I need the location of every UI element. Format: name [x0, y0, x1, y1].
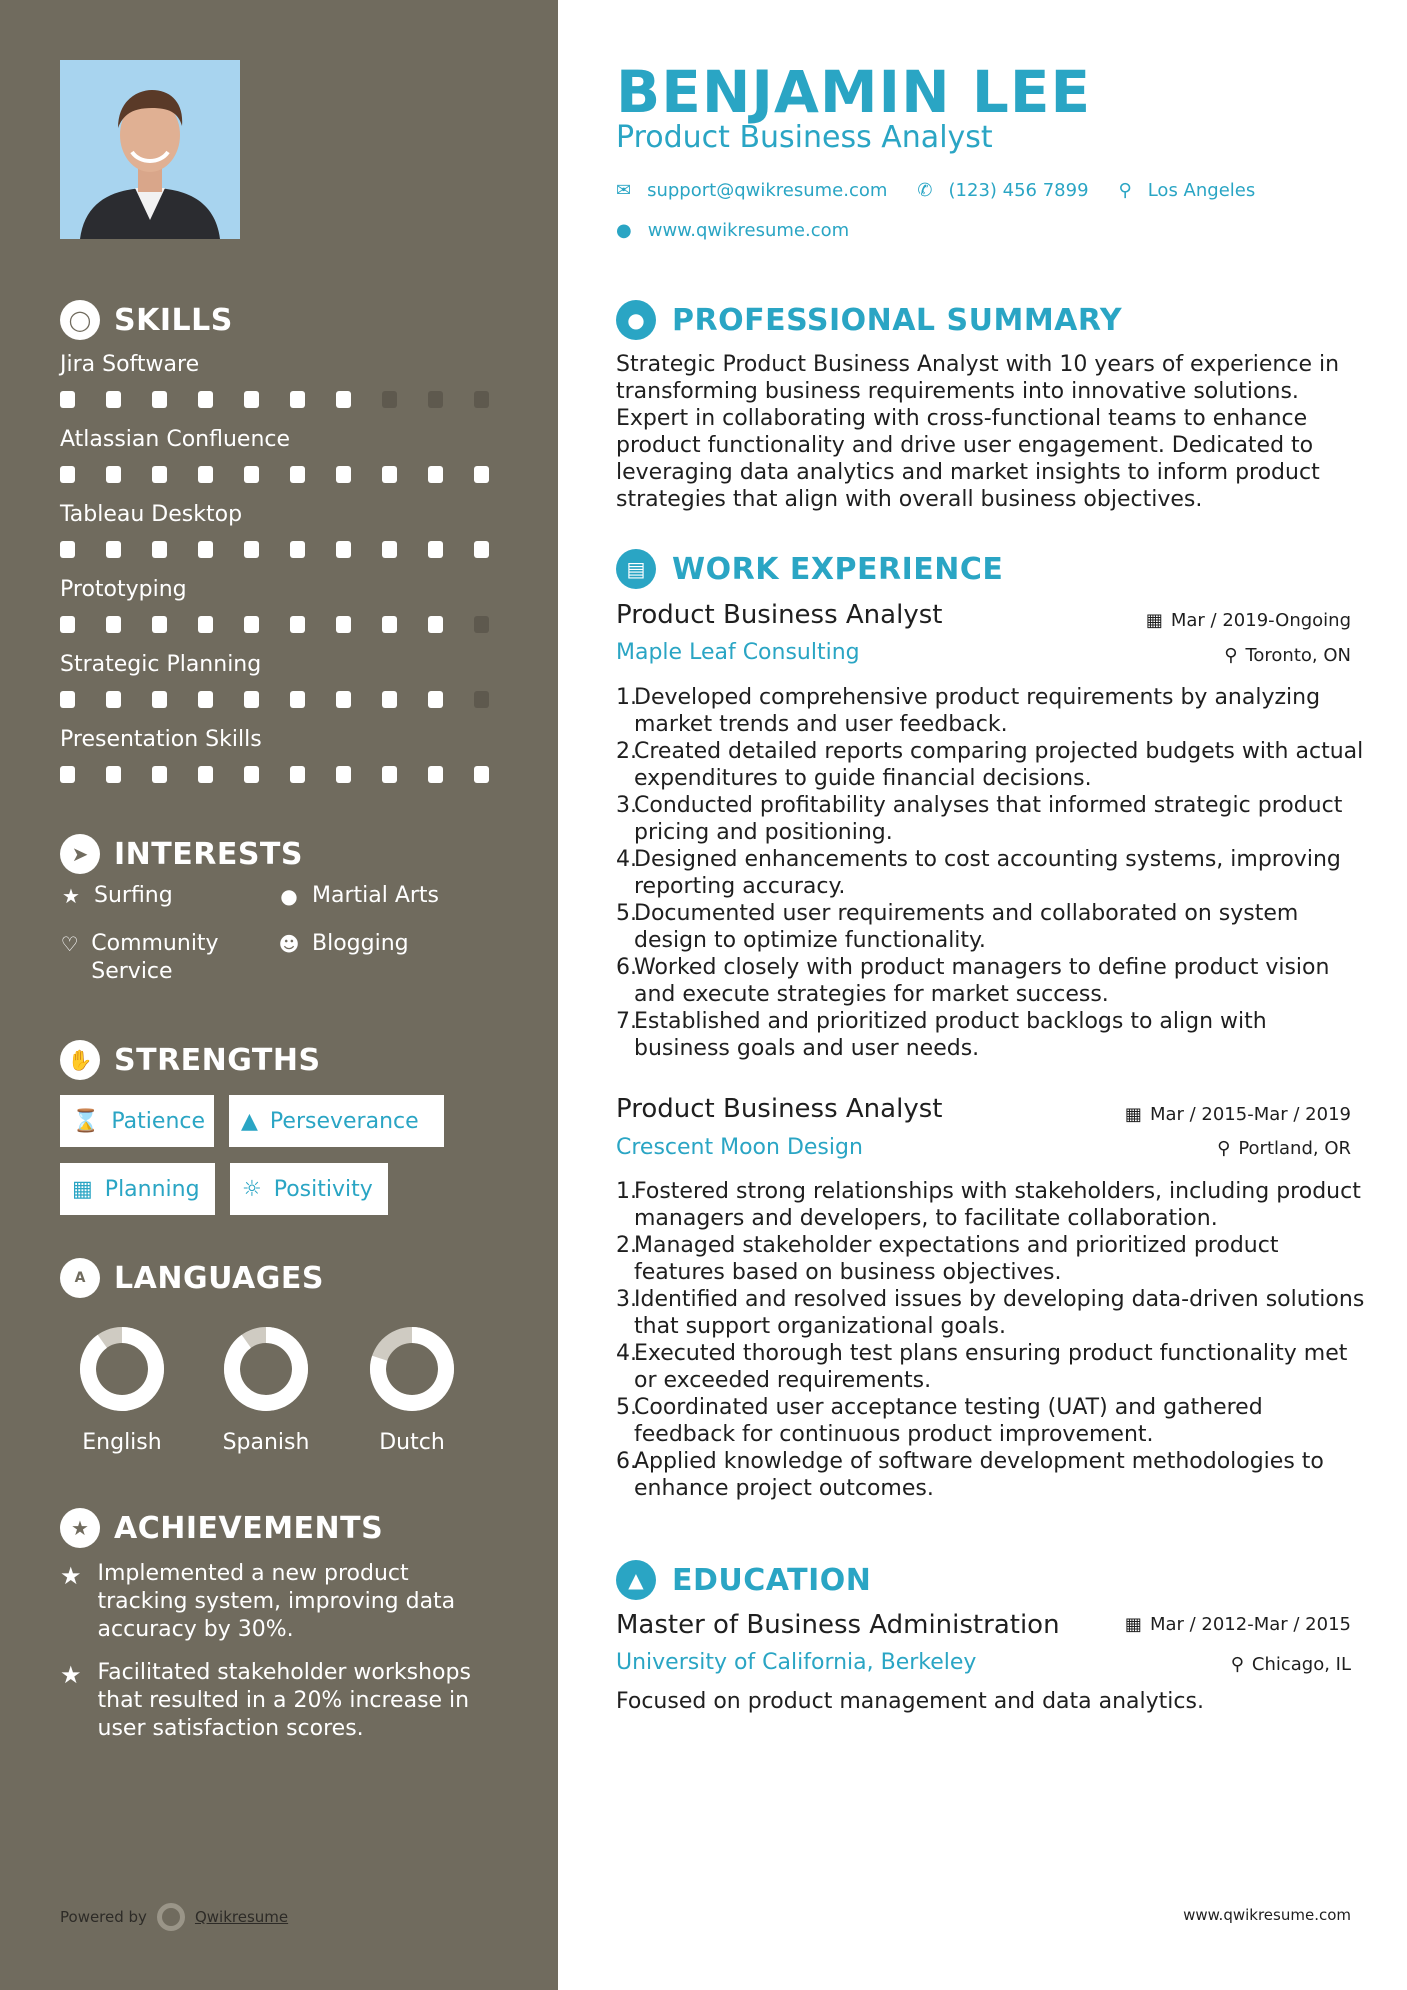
interest-item: ♡ Community Service — [60, 931, 219, 984]
duty-item — [616, 1340, 1366, 1394]
school-name: University of California, Berkeley — [616, 1650, 977, 1675]
duty-text: Conducted profitability analyses that informed strategic product pricing and positioning. — [634, 793, 1343, 845]
language-label: English — [82, 1430, 162, 1455]
phone-number: (123) 456 7899 — [948, 180, 1089, 201]
rating-dot-filled — [382, 541, 397, 558]
summary-heading: ● PROFESSIONAL SUMMARY — [616, 300, 1122, 340]
rating-dot-empty — [474, 391, 489, 408]
strength-chip: ▦ Planning — [60, 1163, 215, 1215]
duty-number: 5. — [616, 901, 637, 926]
language-ring — [78, 1325, 166, 1413]
job-location: ⚲ Portland, OR — [1217, 1138, 1351, 1159]
skill-name: Prototyping — [60, 577, 187, 602]
skill-rating — [60, 391, 489, 408]
duty-item — [616, 1448, 1366, 1502]
rating-dot-filled — [290, 616, 305, 633]
rating-dot-filled — [198, 616, 213, 633]
rating-dot-empty — [474, 691, 489, 708]
skills-heading: ◯ SKILLS — [60, 300, 233, 340]
rating-dot-filled — [152, 766, 167, 783]
language-ring — [368, 1325, 456, 1413]
language-ring — [222, 1325, 310, 1413]
road-icon: ▲ — [241, 1108, 258, 1134]
rating-dot-empty — [428, 391, 443, 408]
rating-dot-filled — [198, 691, 213, 708]
interest-item: ● Martial Arts — [278, 882, 439, 910]
rating-dot-filled — [60, 766, 75, 783]
rating-dot-filled — [244, 766, 259, 783]
rating-dot-filled — [382, 766, 397, 783]
education-location: ⚲ Chicago, IL — [1230, 1654, 1351, 1675]
rating-dot-filled — [290, 541, 305, 558]
duty-text: Executed thorough test plans ensuring product functionality met or exceeded requirements. — [634, 1341, 1348, 1393]
duty-number: 4. — [616, 1341, 637, 1366]
rating-dot-filled — [336, 541, 351, 558]
skill-rating — [60, 541, 489, 558]
company-name: Crescent Moon Design — [616, 1135, 863, 1160]
rating-dot-filled — [106, 466, 121, 483]
rating-dot-filled — [152, 466, 167, 483]
job-location: ⚲ Toronto, ON — [1224, 645, 1351, 666]
skill-name: Strategic Planning — [60, 652, 262, 677]
strength-chip: ▲ Perseverance — [229, 1095, 444, 1147]
duty-number: 4. — [616, 847, 637, 872]
skill-name: Tableau Desktop — [60, 502, 243, 527]
rating-dot-filled — [60, 541, 75, 558]
duty-text: Coordinated user acceptance testing (UAT) and gathered feedback for continuous product improvement. — [634, 1395, 1263, 1447]
duty-text: Created detailed reports comparing projected budgets with actual expenditures to guide financial decisions. — [634, 739, 1364, 791]
star-icon: ★ — [62, 884, 80, 908]
rating-dot-filled — [336, 691, 351, 708]
website-link[interactable]: www.qwikresume.com — [647, 220, 850, 241]
degree: Master of Business Administration — [616, 1610, 1060, 1640]
duty-item — [616, 1178, 1366, 1232]
rating-dot-filled — [106, 391, 121, 408]
job-date: ▦ Mar / 2015-Mar / 2019 — [1124, 1104, 1351, 1125]
rating-dot-filled — [474, 541, 489, 558]
qwikresume-logo-icon — [157, 1903, 185, 1931]
rating-dot-filled — [198, 766, 213, 783]
phone-icon: ✆ — [917, 180, 933, 201]
duty-number: 5. — [616, 1395, 637, 1420]
duty-item — [616, 738, 1366, 792]
education-date: ▦ Mar / 2012-Mar / 2015 — [1124, 1614, 1351, 1635]
strength-chip: ☼ Positivity — [230, 1163, 388, 1215]
trophy-star-icon: ★ — [60, 1508, 100, 1548]
duty-text: Established and prioritized product backlogs to align with business goals and user needs. — [634, 1009, 1267, 1061]
achievements-heading: ★ ACHIEVEMENTS — [60, 1508, 383, 1548]
language-label: Spanish — [222, 1430, 310, 1455]
language-icon: A — [60, 1258, 100, 1298]
duty-text: Worked closely with product managers to define product vision and execute strategies for market success. — [634, 955, 1330, 1007]
duty-number: 6. — [616, 1449, 637, 1474]
rating-dot-filled — [428, 766, 443, 783]
skill-rating — [60, 691, 489, 708]
duty-item — [616, 846, 1366, 900]
rating-dot-filled — [382, 466, 397, 483]
rating-dot-filled — [60, 466, 75, 483]
skill-name: Atlassian Confluence — [60, 427, 291, 452]
pin-icon: ⚲ — [1224, 645, 1238, 666]
profile-photo — [60, 60, 240, 239]
rating-dot-filled — [60, 391, 75, 408]
star-icon: ★ — [60, 1562, 82, 1590]
calendar-icon: ▦ — [1124, 1614, 1142, 1635]
rating-dot-filled — [428, 541, 443, 558]
rating-dot-filled — [290, 691, 305, 708]
globe-icon: ● — [280, 884, 298, 908]
website-row — [616, 220, 849, 241]
rating-dot-filled — [382, 616, 397, 633]
duty-text: Designed enhancements to cost accounting systems, improving reporting accuracy. — [634, 847, 1341, 899]
interests-heading: ➤ INTERESTS — [60, 834, 303, 874]
rating-dot-filled — [428, 466, 443, 483]
globe-icon: ● — [616, 220, 632, 241]
summary-text: Strategic Product Business Analyst with 10 years of experience in transforming business requirements into innovative solutions. Expert in collaborating with cross-functional teams to enhance product functionality and drive user engagement. Dedicated to leveraging data analytics and market insights to inform product strategies that align with overall business objectives. — [616, 352, 1340, 512]
pin-icon: ⚲ — [1217, 1138, 1231, 1159]
achievement-item: ★ Implemented a new product tracking system, improving data accuracy by 30%. — [60, 1561, 456, 1642]
rating-dot-filled — [152, 616, 167, 633]
rating-dot-filled — [474, 466, 489, 483]
rating-dot-filled — [336, 391, 351, 408]
duty-item — [616, 1232, 1366, 1286]
rating-dot-filled — [382, 691, 397, 708]
duty-item — [616, 954, 1366, 1008]
duty-item — [616, 684, 1366, 738]
duty-number: 7. — [616, 1009, 637, 1034]
rating-dot-filled — [244, 616, 259, 633]
duty-number: 3. — [616, 793, 637, 818]
duty-number: 6. — [616, 955, 637, 980]
rating-dot-filled — [336, 766, 351, 783]
rating-dot-empty — [382, 391, 397, 408]
duty-item — [616, 792, 1366, 846]
skill-rating — [60, 766, 489, 783]
powered-by: Powered by Qwikresume — [60, 1903, 288, 1931]
interest-item: ☻ Blogging — [278, 931, 409, 956]
duty-item — [616, 900, 1366, 954]
skill-name: Presentation Skills — [60, 727, 262, 752]
job-title: Product Business Analyst — [616, 1094, 943, 1124]
envelope-icon: ✉ — [616, 180, 632, 201]
rating-dot-filled — [336, 616, 351, 633]
briefcase-icon: ▤ — [616, 549, 656, 589]
duty-item — [616, 1394, 1366, 1448]
duty-number: 3. — [616, 1287, 637, 1312]
footer-url[interactable]: www.qwikresume.com — [1183, 1906, 1351, 1924]
hourglass-icon: ⌛ — [72, 1108, 100, 1134]
duties-list — [616, 684, 1366, 1062]
language-label: Dutch — [379, 1430, 445, 1455]
rating-dot-filled — [106, 766, 121, 783]
star-icon: ★ — [60, 1661, 82, 1689]
sun-icon: ☼ — [242, 1176, 262, 1202]
graduation-cap-icon: ▲ — [616, 1560, 656, 1600]
qwikresume-link[interactable]: Qwikresume — [194, 1908, 289, 1926]
person-name: BENJAMIN LEE — [616, 58, 1092, 126]
contact-row — [616, 180, 1255, 201]
person-role: Product Business Analyst — [616, 120, 993, 155]
rating-dot-filled — [106, 616, 121, 633]
rating-dot-filled — [474, 766, 489, 783]
skill-rating — [60, 466, 489, 483]
duty-text: Developed comprehensive product requirements by analyzing market trends and user feedback. — [634, 685, 1321, 737]
rating-dot-filled — [428, 691, 443, 708]
rating-dot-filled — [244, 466, 259, 483]
duty-number: 1. — [616, 685, 637, 710]
rating-dot-filled — [290, 466, 305, 483]
strength-chip: ⌛ Patience — [60, 1095, 214, 1147]
duty-text: Applied knowledge of software development methodologies to enhance project outcomes. — [634, 1449, 1324, 1501]
duty-text: Identified and resolved issues by developing data-driven solutions that support organizational goals. — [634, 1287, 1365, 1339]
rating-dot-filled — [152, 391, 167, 408]
interest-item: ★ Surfing — [60, 882, 173, 910]
rating-dot-filled — [290, 391, 305, 408]
rating-dot-filled — [60, 616, 75, 633]
rating-dot-filled — [198, 466, 213, 483]
strengths-heading: ✋ STRENGTHS — [60, 1040, 321, 1080]
main-content — [558, 0, 1407, 1990]
rating-dot-filled — [198, 391, 213, 408]
rating-dot-empty — [474, 616, 489, 633]
company-name: Maple Leaf Consulting — [616, 640, 860, 665]
job-title: Product Business Analyst — [616, 600, 943, 630]
skill-name: Jira Software — [60, 352, 200, 377]
education-description: Focused on product management and data analytics. — [616, 1689, 1204, 1714]
duties-list — [616, 1178, 1366, 1502]
heart-outline-icon: ♡ — [60, 932, 79, 956]
user-icon: ● — [616, 300, 656, 340]
rating-dot-filled — [106, 691, 121, 708]
languages-heading: A LANGUAGES — [60, 1258, 324, 1298]
experience-heading: ▤ WORK EXPERIENCE — [616, 549, 1003, 589]
duty-number: 2. — [616, 1233, 637, 1258]
job-date: ▦ Mar / 2019-Ongoing — [1145, 610, 1351, 631]
sidebar — [0, 0, 558, 1990]
users-icon: ☻ — [278, 932, 300, 956]
duty-text: Documented user requirements and collaborated on system design to optimize functionality. — [634, 901, 1299, 953]
calendar-icon: ▦ — [1145, 610, 1163, 631]
rating-dot-filled — [60, 691, 75, 708]
rating-dot-filled — [244, 691, 259, 708]
rating-dot-filled — [106, 541, 121, 558]
calendar-icon: ▦ — [72, 1176, 93, 1202]
calendar-icon: ▦ — [1124, 1104, 1142, 1125]
skill-rating — [60, 616, 489, 633]
achievement-item: ★ Facilitated stakeholder workshops that resulted in a 20% increase in user satisfaction scores. — [60, 1660, 471, 1741]
email-link[interactable]: support@qwikresume.com — [647, 180, 888, 201]
duty-item — [616, 1286, 1366, 1340]
duty-item — [616, 1008, 1366, 1062]
fist-icon: ✋ — [60, 1040, 100, 1080]
paper-plane-icon: ➤ — [60, 834, 100, 874]
rating-dot-filled — [152, 541, 167, 558]
rating-dot-filled — [244, 541, 259, 558]
rating-dot-filled — [336, 466, 351, 483]
location: Los Angeles — [1147, 180, 1256, 201]
rating-dot-filled — [244, 391, 259, 408]
lightbulb-icon: ◯ — [60, 300, 100, 340]
education-heading: ▲ EDUCATION — [616, 1560, 871, 1600]
rating-dot-filled — [290, 766, 305, 783]
rating-dot-filled — [428, 616, 443, 633]
pin-icon: ⚲ — [1230, 1654, 1244, 1675]
duty-text: Managed stakeholder expectations and prioritized product features based on business objectives. — [634, 1233, 1279, 1285]
duty-number: 2. — [616, 739, 637, 764]
rating-dot-filled — [152, 691, 167, 708]
rating-dot-filled — [198, 541, 213, 558]
map-pin-icon: ⚲ — [1118, 180, 1132, 201]
duty-number: 1. — [616, 1179, 637, 1204]
duty-text: Fostered strong relationships with stakeholders, including product managers and developers, to facilitate collaboration. — [634, 1179, 1361, 1231]
